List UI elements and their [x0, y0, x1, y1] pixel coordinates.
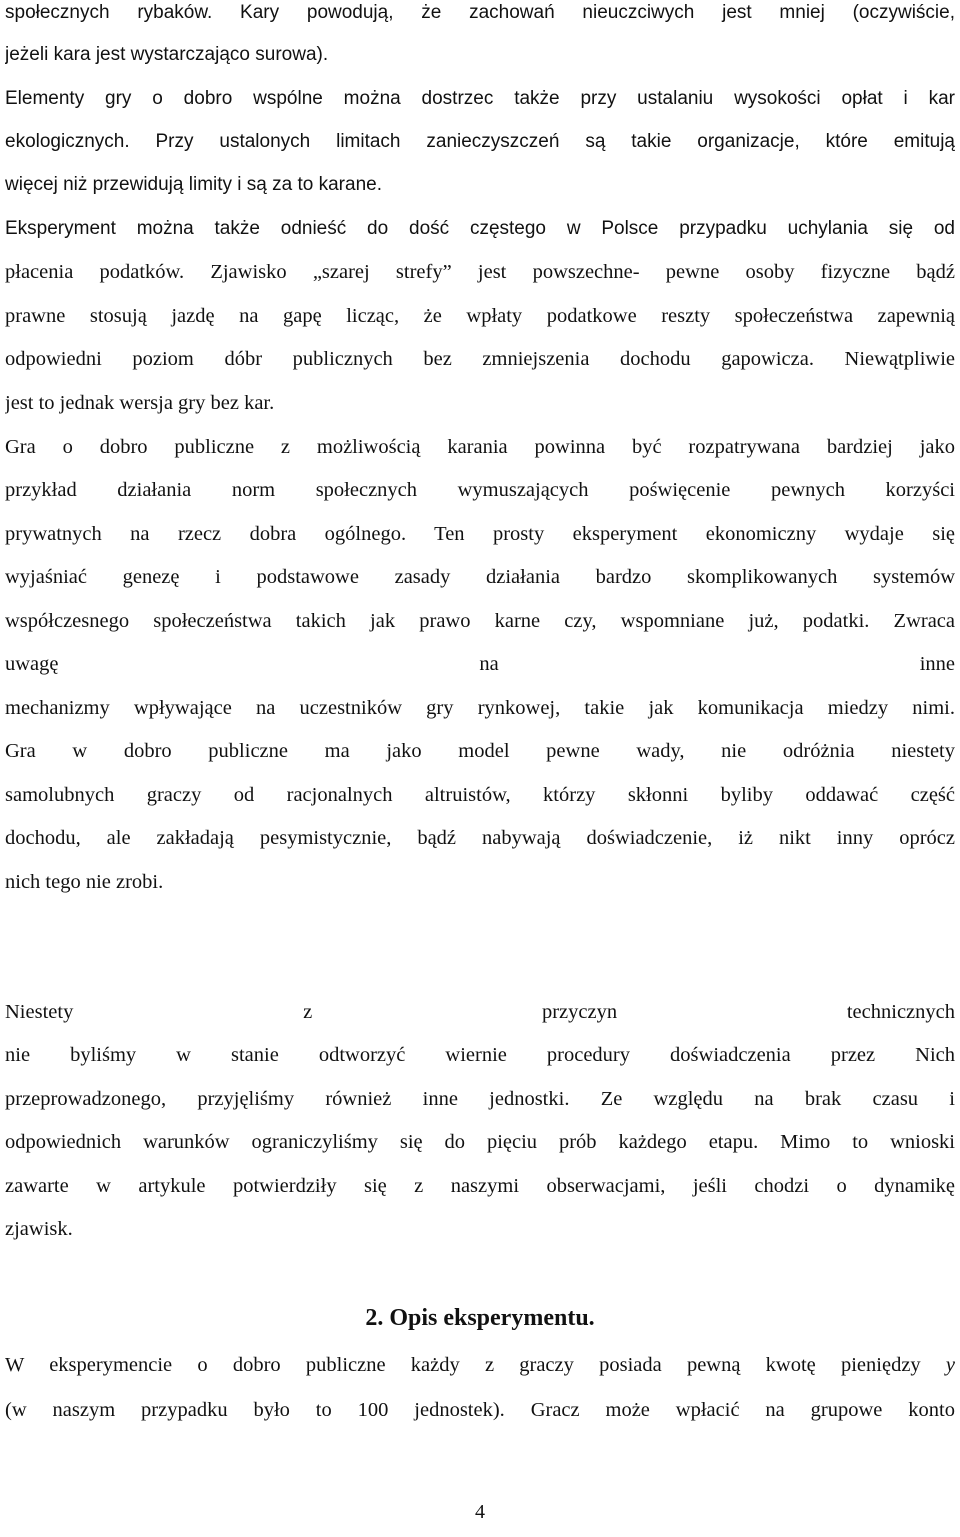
- text-line: Gra w dobro publiczne ma jako model pewne wady, nie odróżnia niestety: [5, 740, 955, 762]
- text-line: Eksperyment można także odnieść do dość częstego w Polsce przypadku uchylania się od: [5, 218, 955, 239]
- text-line: współczesnego społeczeństwa takich jak prawo karne czy, wspomniane już, podatki. Zwraca: [5, 610, 955, 632]
- text-line: przeprowadzonego, przyjęliśmy również inne jednostki. Ze względu na brak czasu i: [5, 1088, 955, 1110]
- text-line: prawne stosują jazdę na gapę licząc, że wpłaty podatkowe reszty społeczeństwa zapewnią: [5, 305, 955, 327]
- text-line: Gra o dobro publiczne z możliwością karania powinna być rozpatrywana bardziej jako: [5, 436, 955, 458]
- page-number: 4: [475, 1501, 485, 1523]
- text-line: mechanizmy wpływające na uczestników gry rynkowej, takie jak komunikacja miedzy nimi.: [5, 697, 955, 719]
- text-line: [5, 1352, 955, 1378]
- text-line: zjawisk.: [5, 1218, 73, 1240]
- text-line: społecznych rybaków. Kary powodują, że zachowań nieuczciwych jest mniej (oczywiście,: [5, 2, 955, 23]
- text-line: zawarte w artykule potwierdziły się z naszymi obserwacjami, jeśli chodzi o dynamikę: [5, 1175, 955, 1197]
- text-line: jest to jednak wersja gry bez kar.: [5, 392, 275, 414]
- text-line: prywatnych na rzecz dobra ogólnego. Ten prosty eksperyment ekonomiczny wydaje się: [5, 523, 955, 545]
- variable-y: y: [945, 1354, 955, 1376]
- text-line: Elementy gry o dobro wspólne można dostrzec także przy ustalaniu wysokości opłat i kar: [5, 88, 955, 109]
- text-line: płacenia podatków. Zjawisko „szarej strefy” jest powszechne- pewne osoby fizyczne bądź: [5, 261, 955, 283]
- text-line: odpowiedni poziom dóbr publicznych bez zmniejszenia dochodu gapowicza. Niewątpliwie: [5, 348, 955, 370]
- text-line: odpowiednich warunków ograniczyliśmy się do pięciu prób każdego etapu. Mimo to wnioski: [5, 1131, 955, 1153]
- text-line: nich tego nie zrobi.: [5, 871, 164, 893]
- text-line: ekologicznych. Przy ustalonych limitach zanieczyszczeń są takie organizacje, które emitują: [5, 131, 955, 152]
- section-heading: 2. Opis eksperymentu.: [365, 1305, 595, 1331]
- text-line-body: W eksperymencie o dobro publiczne każdy z graczy posiada pewną kwotę pieniędzy: [5, 1354, 921, 1376]
- text-line: (w naszym przypadku było to 100 jednostek). Gracz może wpłacić na grupowe konto: [5, 1399, 955, 1421]
- text-line: nie byliśmy w stanie odtworzyć wiernie procedury doświadczenia przez Nich: [5, 1044, 955, 1066]
- text-line: przykład działania norm społecznych wymuszających poświęcenie pewnych korzyści: [5, 479, 955, 501]
- text-line: jeżeli kara jest wystarczająco surowa).: [5, 44, 329, 65]
- text-line: więcej niż przewidują limity i są za to karane.: [5, 174, 382, 195]
- text-line: dochodu, ale zakładają pesymistycznie, bądź nabywają doświadczenie, iż nikt inny oprócz: [5, 827, 955, 849]
- text-line: wyjaśniać genezę i podstawowe zasady działania bardzo skomplikowanych systemów: [5, 566, 955, 588]
- text-line: uwagę na inne: [5, 653, 955, 675]
- text-line: samolubnych graczy od racjonalnych altruistów, którzy skłonni byliby oddawać część: [5, 784, 955, 806]
- text-line: Niestety z przyczyn technicznych: [5, 1001, 955, 1023]
